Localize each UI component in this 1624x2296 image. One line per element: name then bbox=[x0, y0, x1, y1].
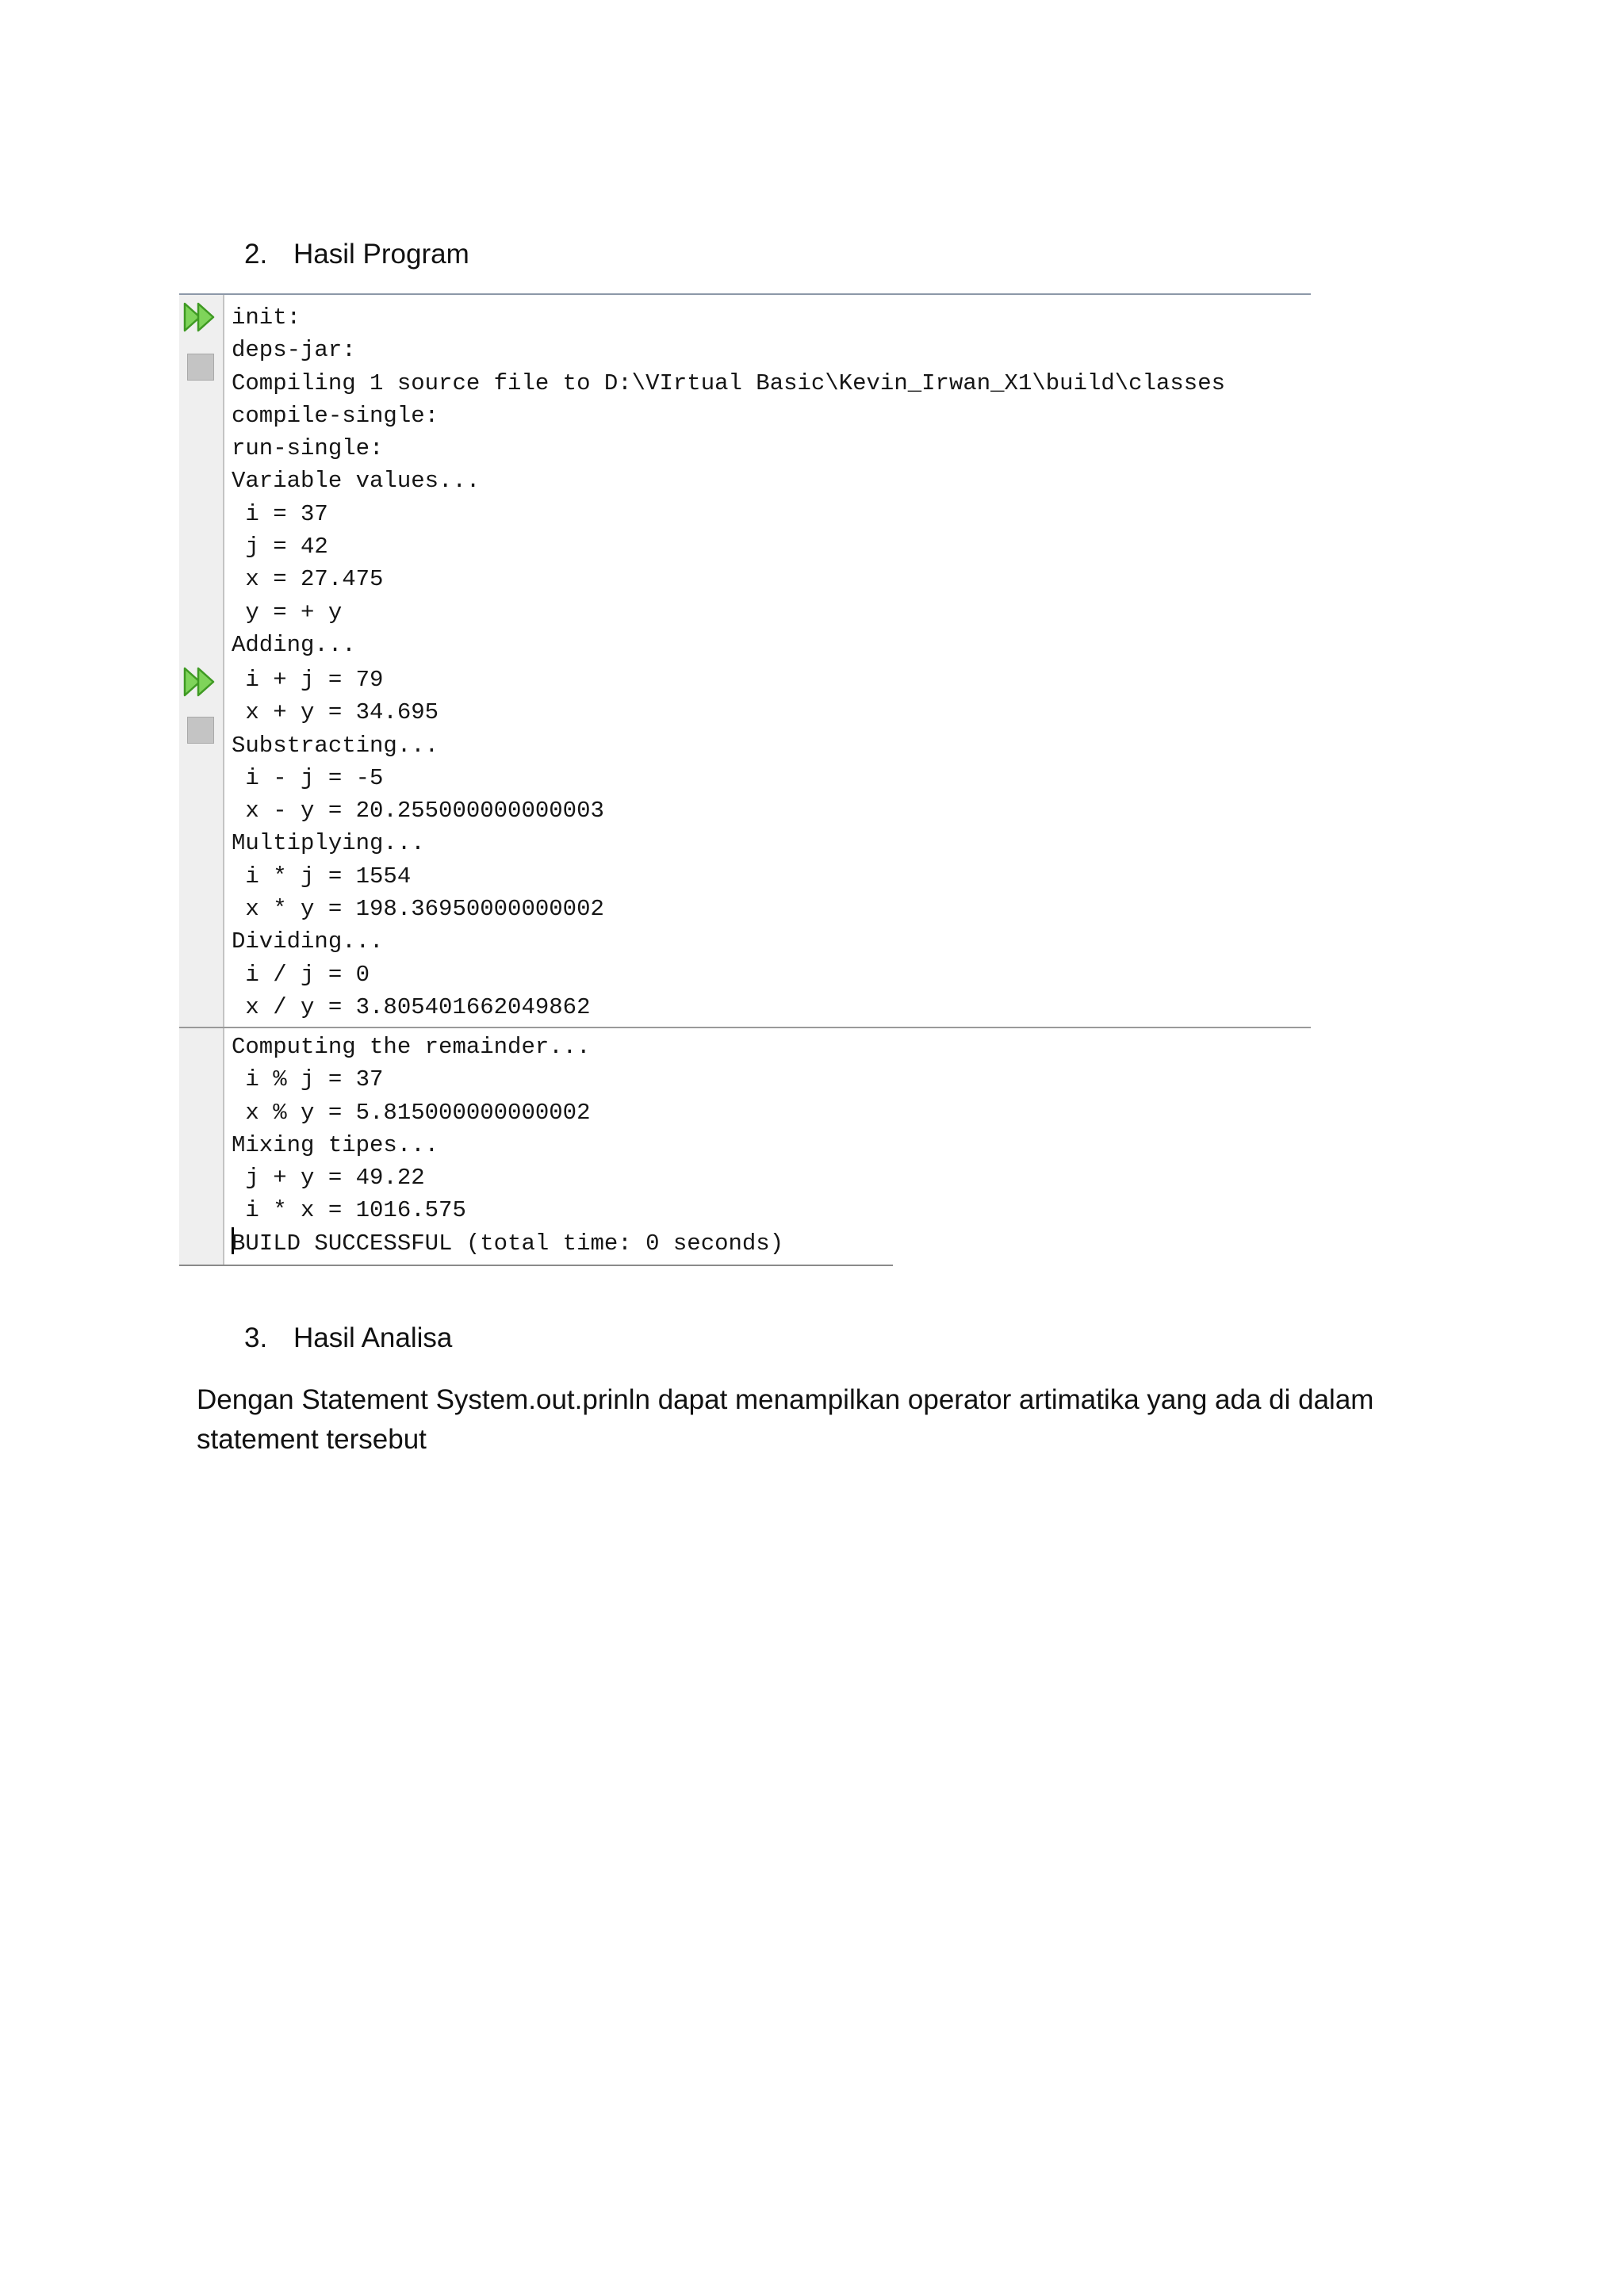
console-line: Variable values... bbox=[232, 468, 481, 495]
output-console-panel-2 bbox=[179, 661, 1311, 1028]
stop-icon[interactable] bbox=[187, 717, 214, 744]
build-status-text: BUILD SUCCESSFUL (total time: 0 seconds) bbox=[232, 1230, 784, 1257]
console-line: Computing the remainder... bbox=[232, 1034, 591, 1060]
console-line: i % j = 37 bbox=[232, 1066, 384, 1093]
console-output-lines bbox=[232, 664, 604, 1024]
console-output-lines bbox=[232, 1031, 783, 1260]
console-line: x % y = 5.815000000000002 bbox=[232, 1099, 591, 1126]
section-title: Hasil Program bbox=[293, 239, 469, 270]
section-title: Hasil Analisa bbox=[293, 1322, 453, 1353]
console-line: init: bbox=[232, 304, 301, 331]
console-output-lines bbox=[232, 301, 1225, 661]
output-console-panel-3 bbox=[179, 1028, 893, 1266]
rerun-icon[interactable] bbox=[182, 666, 217, 698]
console-line bbox=[232, 1227, 783, 1260]
console-line: x - y = 20.255000000000003 bbox=[232, 798, 604, 825]
rerun-icon[interactable] bbox=[182, 301, 217, 333]
console-line: Dividing... bbox=[232, 928, 384, 955]
console-line: Mixing tipes... bbox=[232, 1131, 439, 1158]
console-line: x + y = 34.695 bbox=[232, 699, 439, 726]
console-line: Compiling 1 source file to D:\VIrtual Basic\Kevin_Irwan_X1\build\classes bbox=[232, 369, 1226, 396]
console-line: i + j = 79 bbox=[232, 667, 384, 693]
console-line: i - j = -5 bbox=[232, 764, 384, 791]
console-gutter bbox=[179, 295, 224, 663]
console-line: y = + y bbox=[232, 599, 343, 626]
console-gutter bbox=[179, 1028, 224, 1265]
console-line: x / y = 3.805401662049862 bbox=[232, 993, 591, 1020]
console-line: j = 42 bbox=[232, 534, 328, 561]
console-line: i = 37 bbox=[232, 500, 328, 527]
analysis-paragraph: Dengan Statement System.out.prinln dapat menampilkan operator artimatika yang ada di dalam statement tersebut bbox=[197, 1384, 1374, 1455]
console-line: j + y = 49.22 bbox=[232, 1165, 425, 1192]
section-number: 3. bbox=[244, 1322, 268, 1353]
console-line: Multiplying... bbox=[232, 830, 425, 857]
console-line: deps-jar: bbox=[232, 337, 356, 364]
console-line: x = 27.475 bbox=[232, 566, 384, 593]
console-line: compile-single: bbox=[232, 402, 439, 429]
console-line: i / j = 0 bbox=[232, 961, 370, 988]
section-number: 2. bbox=[244, 239, 268, 270]
console-line: i * x = 1016.575 bbox=[232, 1197, 466, 1224]
console-line: i * j = 1554 bbox=[232, 863, 412, 890]
console-line: x * y = 198.36950000000002 bbox=[232, 896, 604, 923]
section-heading-hasil-analisa bbox=[244, 1321, 452, 1356]
console-line: Adding... bbox=[232, 631, 356, 658]
output-console-panel-1 bbox=[179, 293, 1311, 664]
stop-icon[interactable] bbox=[187, 354, 214, 381]
console-line: Substracting... bbox=[232, 732, 439, 759]
console-gutter bbox=[179, 661, 224, 1027]
section-heading-hasil-program bbox=[244, 237, 469, 272]
console-line: run-single: bbox=[232, 435, 384, 462]
